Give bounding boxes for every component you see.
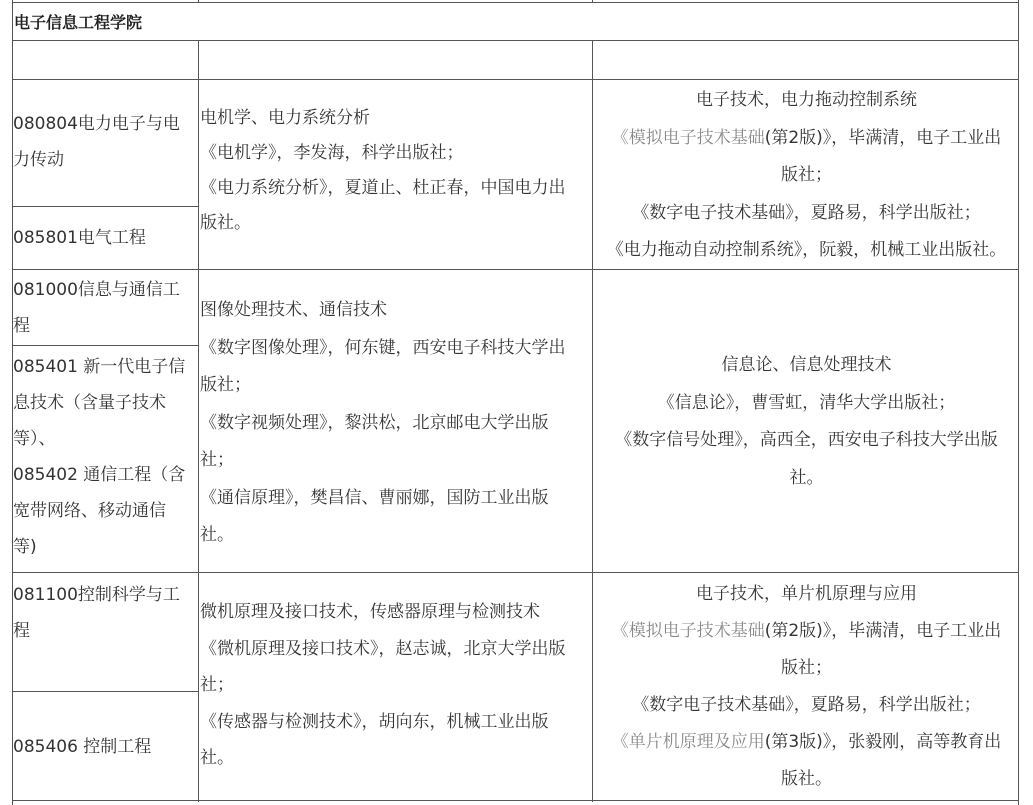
exam-book: 《电力系统分析》，夏道止、杜正春，中国电力出 — [200, 178, 566, 198]
exam-subject: 电机学、电力系统分析 — [200, 108, 370, 128]
exam-book: 《数字图像处理》，何东键，西安电子科技大学出 — [200, 337, 566, 358]
major-line: 085401 新一代电子信 — [13, 357, 186, 377]
retest-book — [594, 460, 1019, 498]
exam-book: 版社； — [200, 375, 251, 395]
retest-subject: 信息论、信息处理技术 — [721, 355, 892, 375]
major-cell — [13, 272, 199, 344]
major-line: 085801电气工程 — [13, 228, 146, 248]
major-divider — [12, 345, 198, 346]
row-divider — [12, 800, 1019, 801]
retest-book-rest: 《信息论》，曹雪虹，清华大学出版社； — [657, 392, 956, 413]
retest-book-rest: 《数字电子技术基础》，夏路易，科学出版社； — [632, 695, 981, 715]
retest-book — [594, 120, 1019, 158]
major-line: 080804电力电子与电 — [13, 114, 180, 134]
major-line: 等）、 — [13, 429, 56, 449]
major-cell — [13, 729, 199, 765]
retest-book-rest: 版社； — [781, 658, 832, 678]
exam-subject: 微机原理及接口技术，传感器原理与检测技术 — [200, 602, 540, 622]
exam-cell — [200, 594, 592, 777]
retest-book — [594, 195, 1019, 233]
major-cell — [13, 577, 199, 649]
major-line: 085402 通信工程（含 — [13, 465, 186, 485]
empty-row — [12, 40, 1019, 80]
column-divider — [592, 40, 593, 802]
retest-book-rest: (第2版)》，毕满清，电子工业出 — [764, 127, 1002, 148]
major-line: 程 — [13, 316, 30, 336]
retest-book-rest: (第2版)》，毕满清，电子工业出 — [764, 621, 1002, 641]
exam-cell — [200, 292, 592, 555]
major-line: 宽带网络、移动通信 — [13, 501, 166, 521]
retest-cell — [594, 347, 1019, 497]
college-title: 电子信息工程学院 — [14, 13, 143, 32]
header-row — [12, 2, 1019, 41]
exam-book: 版社。 — [200, 213, 251, 233]
retest-book-rest: 《电力拖动自动控制系统》，阮毅，机械工业出版社。 — [606, 240, 1007, 260]
major-cell — [13, 220, 199, 256]
retest-book — [594, 422, 1019, 460]
retest-book-rest: 版社； — [781, 165, 832, 185]
major-line: 081000信息与通信工 — [13, 280, 180, 300]
exam-book: 社； — [200, 450, 234, 470]
major-line: 等) — [13, 537, 37, 557]
exam-book: 《传感器与检测技术》，胡向东，机械工业出版 — [200, 711, 549, 732]
retest-book — [594, 157, 1019, 195]
retest-subject: 电子技术，电力拖动控制系统 — [696, 90, 917, 110]
exam-book: 社； — [200, 675, 234, 695]
exam-subject: 图像处理技术、通信技术 — [200, 300, 387, 320]
retest-book-rest: 社。 — [789, 467, 824, 488]
retest-book — [594, 724, 1019, 761]
retest-book-rest: 版社。 — [781, 769, 832, 789]
exam-book: 《通信原理》，樊昌信、曹丽娜，国防工业出版 — [200, 487, 549, 508]
major-divider — [12, 691, 198, 692]
retest-subject: 电子技术，单片机原理与应用 — [696, 584, 917, 604]
major-line: 息技术（含量子技术 — [13, 393, 166, 413]
exam-book: 《数字视频处理》，黎洪松，北京邮电大学出版 — [200, 412, 549, 433]
retest-book — [594, 613, 1019, 650]
retest-book — [594, 761, 1019, 798]
retest-cell — [594, 82, 1019, 270]
retest-book-rest: (第3版)》，张毅刚，高等教育出 — [764, 732, 1002, 752]
retest-book — [594, 385, 1019, 423]
major-line: 程 — [13, 621, 30, 641]
exam-cell — [200, 101, 592, 241]
retest-book-prefix: 《模拟电子技术基础 — [611, 127, 765, 148]
exam-book: 《微机原理及接口技术》，赵志诚，北京大学出版 — [200, 638, 566, 659]
major-cell — [13, 349, 199, 565]
major-line: 085406 控制工程 — [13, 737, 152, 757]
retest-book — [594, 687, 1019, 724]
retest-book — [594, 232, 1019, 270]
exam-book: 社。 — [200, 525, 234, 545]
retest-book-prefix: 《单片机原理及应用 — [611, 732, 765, 752]
major-line: 081100控制科学与工 — [13, 585, 180, 605]
retest-book-rest: 《数字电子技术基础》，夏路易，科学出版社； — [632, 202, 981, 223]
major-divider — [12, 206, 198, 207]
row-divider — [12, 572, 1019, 573]
exam-book: 社。 — [200, 748, 234, 768]
major-line: 力传动 — [13, 150, 64, 170]
retest-cell — [594, 576, 1019, 798]
retest-book-rest: 《数字信号处理》，高西全，西安电子科技大学出版 — [615, 430, 998, 450]
retest-book-prefix: 《模拟电子技术基础 — [611, 621, 765, 641]
retest-book — [594, 650, 1019, 687]
exam-book: 《电机学》，李发海，科学出版社； — [200, 143, 464, 163]
major-cell — [13, 106, 199, 178]
